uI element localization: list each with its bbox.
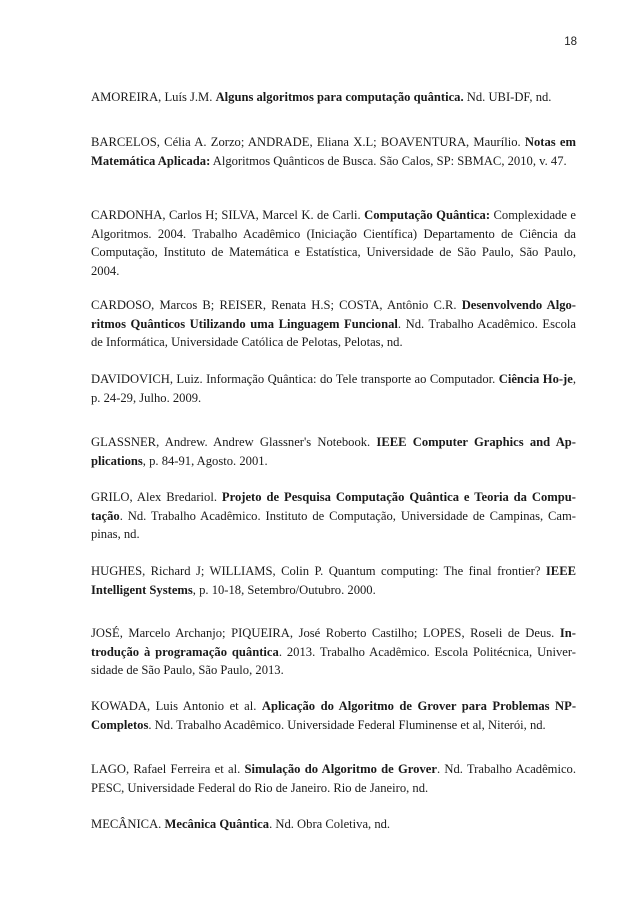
reference-title: Desenvolvendo Algo-ritmos Quânticos Utilizando uma Linguagem Funcional bbox=[91, 298, 576, 331]
reference-title: In-trodução à programação quântica bbox=[91, 626, 576, 659]
reference-entry bbox=[91, 370, 576, 407]
reference-title: Computação Quântica: bbox=[364, 208, 491, 222]
reference-entry bbox=[91, 88, 576, 107]
reference-entry bbox=[91, 133, 576, 170]
reference-title: Alguns algoritmos para computação quântica. bbox=[215, 90, 464, 104]
reference-text: KOWADA, Luis Antonio et al. bbox=[91, 699, 262, 713]
reference-entry bbox=[91, 206, 576, 280]
reference-entry bbox=[91, 562, 576, 599]
reference-text: GRILO, Alex Bredariol. bbox=[91, 490, 222, 504]
reference-text: Algoritmos Quânticos de Busca. São Calos, SP: SBMAC, 2010, v. 47. bbox=[210, 153, 567, 168]
reference-text: . Nd. Trabalho Acadêmico. Instituto de Computação, Universidade de Campinas, Cam-pinas, nd. bbox=[91, 508, 576, 541]
reference-title: IEEE Intelligent Systems bbox=[91, 564, 576, 597]
reference-text: HUGHES, Richard J; WILLIAMS, Colin P. Quantum computing: The final frontier? bbox=[91, 564, 546, 578]
reference-text: GLASSNER, Andrew. Andrew Glassner's Notebook. bbox=[91, 435, 377, 449]
reference-text: . Nd. Trabalho Acadêmico. Universidade Federal Fluminense et al, Niterói, nd. bbox=[148, 717, 546, 732]
reference-entry bbox=[91, 296, 576, 352]
reference-text: BARCELOS, Célia A. Zorzo; ANDRADE, Eliana X.L; BOAVENTURA, Maurílio. bbox=[91, 135, 525, 149]
reference-title: IEEE Computer Graphics and Ap-plications bbox=[91, 435, 576, 468]
reference-text: JOSÉ, Marcelo Archanjo; PIQUEIRA, José Roberto Castilho; LOPES, Roseli de Deus. bbox=[91, 626, 560, 640]
reference-text: Nd. UBI-DF, nd. bbox=[463, 90, 552, 104]
reference-text: AMOREIRA, Luís J.M. bbox=[91, 90, 216, 104]
reference-entry bbox=[91, 697, 576, 734]
reference-text: , p. 10-18, Setembro/Outubro. 2000. bbox=[192, 582, 376, 597]
reference-text: , p. 84-91, Agosto. 2001. bbox=[142, 453, 268, 468]
page-number: 18 bbox=[564, 36, 577, 48]
reference-title: Ciência Ho-je bbox=[498, 372, 573, 386]
reference-entry bbox=[91, 488, 576, 544]
reference-entry bbox=[91, 624, 576, 680]
reference-entry bbox=[91, 760, 576, 797]
reference-text: . Nd. Trabalho Acadêmico. Escola de Informática, Universidade Católica de Pelotas, Pelotas, nd. bbox=[91, 316, 576, 349]
reference-text: . 2013. Trabalho Acadêmico. Escola Politécnica, Univer-sidade de São Paulo, São Paulo, 2013. bbox=[91, 644, 576, 677]
reference-text: Complexidade e Algoritmos. 2004. Trabalho Acadêmico (Iniciação Científica) Departamento de Ciência da Computação, Instituto de Matemática e Estatística, Universidade de São Paulo, São Paulo, 2004. bbox=[91, 208, 576, 278]
reference-text: CARDONHA, Carlos H; SILVA, Marcel K. de Carli. bbox=[91, 208, 365, 222]
reference-text: CARDOSO, Marcos B; REISER, Renata H.S; COSTA, Antônio C.R. bbox=[91, 298, 462, 312]
reference-text: MECÂNICA. bbox=[91, 817, 165, 831]
reference-title: Projeto de Pesquisa Computação Quântica e Teoria da Compu-tação bbox=[91, 490, 576, 523]
reference-title: Simulação do Algoritmo de Grover bbox=[244, 762, 437, 776]
reference-title: Aplicação do Algoritmo de Grover para Problemas NP-Completos bbox=[91, 699, 577, 732]
reference-entry bbox=[91, 433, 576, 470]
reference-title: Mecânica Quântica bbox=[164, 817, 270, 831]
reference-title: Notas em Matemática Aplicada: bbox=[91, 135, 576, 168]
reference-entry bbox=[91, 815, 576, 834]
reference-text: LAGO, Rafael Ferreira et al. bbox=[91, 762, 245, 776]
reference-text: . Nd. Trabalho Acadêmico. PESC, Universidade Federal do Rio de Janeiro. Rio de Janeiro, nd. bbox=[91, 762, 576, 795]
reference-text: . Nd. Obra Coletiva, nd. bbox=[269, 817, 391, 831]
reference-text: , p. 24-29, Julho. 2009. bbox=[91, 372, 576, 405]
reference-text: DAVIDOVICH, Luiz. Informação Quântica: do Tele transporte ao Computador. bbox=[91, 372, 499, 386]
